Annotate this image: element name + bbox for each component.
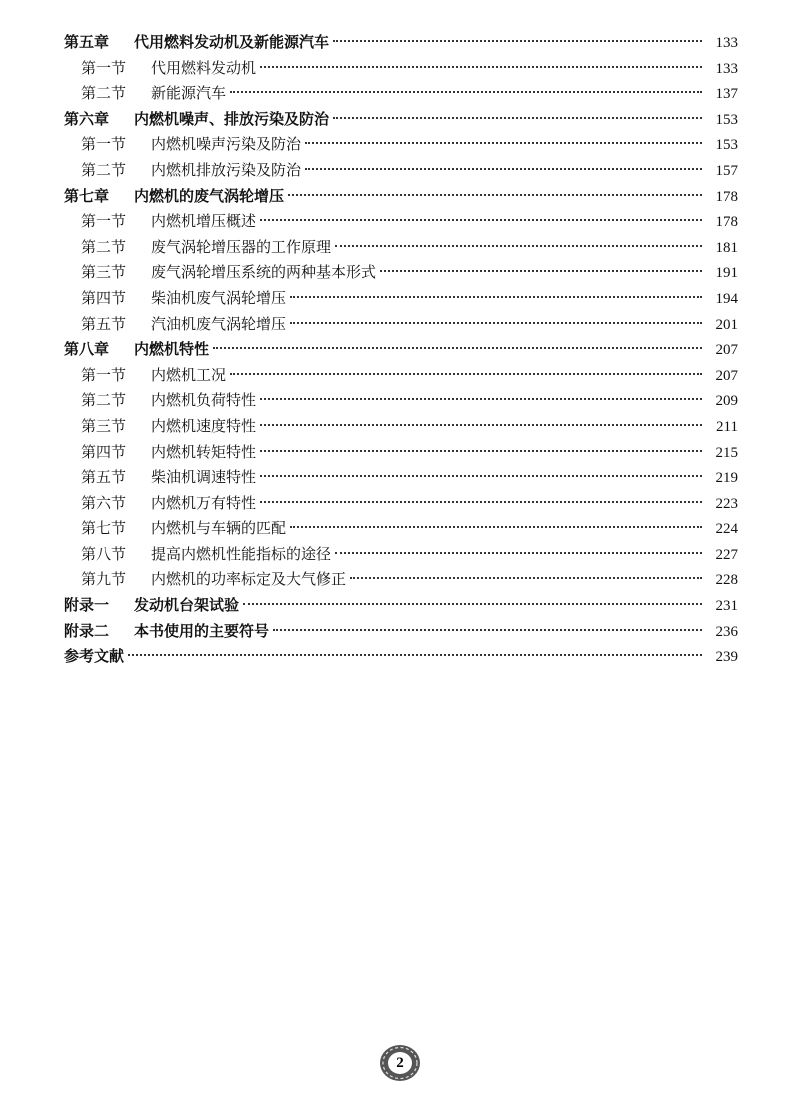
toc-entry-title: 内燃机工况 <box>151 365 227 384</box>
toc-entry-page: 231 <box>715 598 738 615</box>
leader-dots <box>243 603 702 605</box>
toc-entry-title: 内燃机速度特性 <box>151 416 257 435</box>
toc-entry-label: 第五章 <box>64 33 110 51</box>
leader-dots <box>213 347 702 349</box>
toc-entry-label: 附录二 <box>64 621 110 640</box>
toc-entry-label: 第五节 <box>81 314 127 333</box>
toc-entry-title: 柴油机废气涡轮增压 <box>151 288 287 307</box>
toc-entry[interactable] <box>64 337 738 363</box>
toc-entry-label: 第二节 <box>81 237 127 256</box>
toc-entry[interactable] <box>64 593 738 619</box>
toc-entry-page: 219 <box>715 470 738 487</box>
toc-entry-title: 参考文献 <box>64 647 125 666</box>
toc-entry-title: 内燃机与车辆的匹配 <box>151 519 287 538</box>
toc-entry-title: 代用燃料发动机 <box>151 58 257 77</box>
leader-dots <box>380 270 702 272</box>
toc-entry[interactable] <box>64 184 738 210</box>
toc-entry-page: 133 <box>715 35 738 51</box>
toc-entry[interactable] <box>64 107 738 133</box>
toc-entry-title: 内燃机的废气涡轮增压 <box>134 186 285 205</box>
toc-entry-label: 第四节 <box>81 442 127 461</box>
toc-entry-page: 157 <box>715 162 738 179</box>
leader-dots <box>230 373 702 375</box>
toc-entry-label: 第八章 <box>64 340 110 359</box>
leader-dots <box>290 322 702 324</box>
toc-entry-page: 209 <box>715 393 738 410</box>
toc-entry-label: 第一节 <box>81 365 127 384</box>
toc-entry-page: 224 <box>715 521 738 538</box>
leader-dots <box>333 117 702 119</box>
toc-entry-label: 第七章 <box>64 186 110 205</box>
toc-entry-page: 178 <box>715 188 738 205</box>
toc-entry-title: 柴油机调速特性 <box>151 468 257 487</box>
toc-entry-title: 内燃机噪声污染及防治 <box>151 135 302 154</box>
toc-entry-label: 附录一 <box>64 596 110 615</box>
leader-dots <box>260 475 702 477</box>
toc-entry-title: 内燃机负荷特性 <box>151 391 257 410</box>
toc-entry-page: 153 <box>715 111 738 128</box>
toc-entry-page: 207 <box>715 367 738 384</box>
toc-entry-page: 236 <box>715 623 738 640</box>
toc-entry[interactable] <box>64 260 738 286</box>
leader-dots <box>305 142 702 144</box>
toc-entry-page: 137 <box>715 86 738 103</box>
toc-entry-title: 内燃机噪声、排放污染及防治 <box>134 109 330 128</box>
leader-dots <box>273 629 702 631</box>
leader-dots <box>230 91 702 93</box>
toc-entry[interactable] <box>64 158 738 184</box>
leader-dots <box>260 398 702 400</box>
toc-entry-label: 第三节 <box>81 263 127 282</box>
toc-entry-page: 211 <box>716 418 738 435</box>
toc-entry-title: 代用燃料发动机及新能源汽车 <box>134 33 330 51</box>
toc-entry-title: 内燃机排放污染及防治 <box>151 160 302 179</box>
leader-dots <box>260 450 702 452</box>
toc-entry-label: 第四节 <box>81 288 127 307</box>
toc-entry-label: 第一节 <box>81 58 127 77</box>
toc-entry-page: 153 <box>715 137 738 154</box>
toc-entry-label: 第九节 <box>81 570 127 589</box>
table-of-contents <box>64 30 738 670</box>
toc-entry[interactable] <box>64 388 738 414</box>
leader-dots <box>290 296 702 298</box>
toc-entry-page: 201 <box>715 316 738 333</box>
leader-dots <box>288 194 702 196</box>
toc-entry-page: 191 <box>715 265 738 282</box>
toc-entry-page: 223 <box>715 495 738 512</box>
toc-entry[interactable] <box>64 516 738 542</box>
toc-entry-title: 本书使用的主要符号 <box>134 621 270 640</box>
toc-entry-page: 133 <box>715 60 738 77</box>
toc-entry-label: 第二节 <box>81 160 127 179</box>
toc-entry-label: 第一节 <box>81 135 127 154</box>
toc-entry-label: 第六章 <box>64 109 110 128</box>
leader-dots <box>305 168 702 170</box>
leader-dots <box>260 66 702 68</box>
toc-entry-page: 178 <box>715 214 738 231</box>
toc-entry-page: 194 <box>715 290 738 307</box>
page-number-badge <box>378 1043 422 1083</box>
toc-entry[interactable] <box>64 619 738 645</box>
toc-entry[interactable] <box>64 491 738 517</box>
toc-entry[interactable] <box>64 56 738 82</box>
toc-entry-title: 内燃机特性 <box>134 340 210 359</box>
leader-dots <box>260 501 702 503</box>
toc-entry[interactable] <box>64 81 738 107</box>
toc-entry-title: 内燃机转矩特性 <box>151 442 257 461</box>
toc-entry-page: 239 <box>715 649 738 666</box>
toc-entry[interactable] <box>64 363 738 389</box>
toc-entry-title: 废气涡轮增压器的工作原理 <box>151 237 332 256</box>
toc-entry[interactable] <box>64 567 738 593</box>
toc-entry-label: 第三节 <box>81 416 127 435</box>
toc-entry[interactable] <box>64 414 738 440</box>
toc-entry-page: 207 <box>715 342 738 359</box>
leader-dots <box>128 654 702 656</box>
toc-entry-label: 第二节 <box>81 391 127 410</box>
toc-entry[interactable] <box>64 644 738 670</box>
toc-entry[interactable] <box>64 286 738 312</box>
leader-dots <box>350 577 702 579</box>
toc-entry-title: 提高内燃机性能指标的途径 <box>151 544 332 563</box>
toc-entry-title: 内燃机增压概述 <box>151 212 257 231</box>
toc-entry-title: 内燃机万有特性 <box>151 493 257 512</box>
toc-entry[interactable] <box>64 209 738 235</box>
toc-entry-label: 第五节 <box>81 468 127 487</box>
toc-entry[interactable] <box>64 542 738 568</box>
toc-entry-label: 第七节 <box>81 519 127 538</box>
toc-entry[interactable] <box>64 30 738 56</box>
toc-entry[interactable] <box>64 312 738 338</box>
toc-entry-title: 废气涡轮增压系统的两种基本形式 <box>151 263 377 282</box>
toc-entry-label: 第二节 <box>81 84 127 103</box>
toc-entry[interactable] <box>64 440 738 466</box>
toc-entry[interactable] <box>64 465 738 491</box>
toc-entry[interactable] <box>64 235 738 261</box>
toc-entry-title: 新能源汽车 <box>151 84 227 103</box>
leader-dots <box>335 245 702 247</box>
toc-entry-page: 181 <box>715 239 738 256</box>
toc-entry-label: 第一节 <box>81 212 127 231</box>
toc-entry-title: 内燃机的功率标定及大气修正 <box>151 570 347 589</box>
toc-entry[interactable] <box>64 132 738 158</box>
toc-entry-page: 227 <box>715 546 738 563</box>
toc-entry-page: 228 <box>715 572 738 589</box>
leader-dots <box>260 219 702 221</box>
toc-entry-title: 汽油机废气涡轮增压 <box>151 314 287 333</box>
toc-entry-title: 发动机台架试验 <box>134 596 240 615</box>
leader-dots <box>335 552 702 554</box>
toc-entry-label: 第六节 <box>81 493 127 512</box>
leader-dots <box>260 424 702 426</box>
toc-entry-page: 215 <box>715 444 738 461</box>
toc-entry-label: 第八节 <box>81 544 127 563</box>
leader-dots <box>290 526 702 528</box>
page-number: 2 <box>396 1055 404 1071</box>
leader-dots <box>333 40 702 42</box>
